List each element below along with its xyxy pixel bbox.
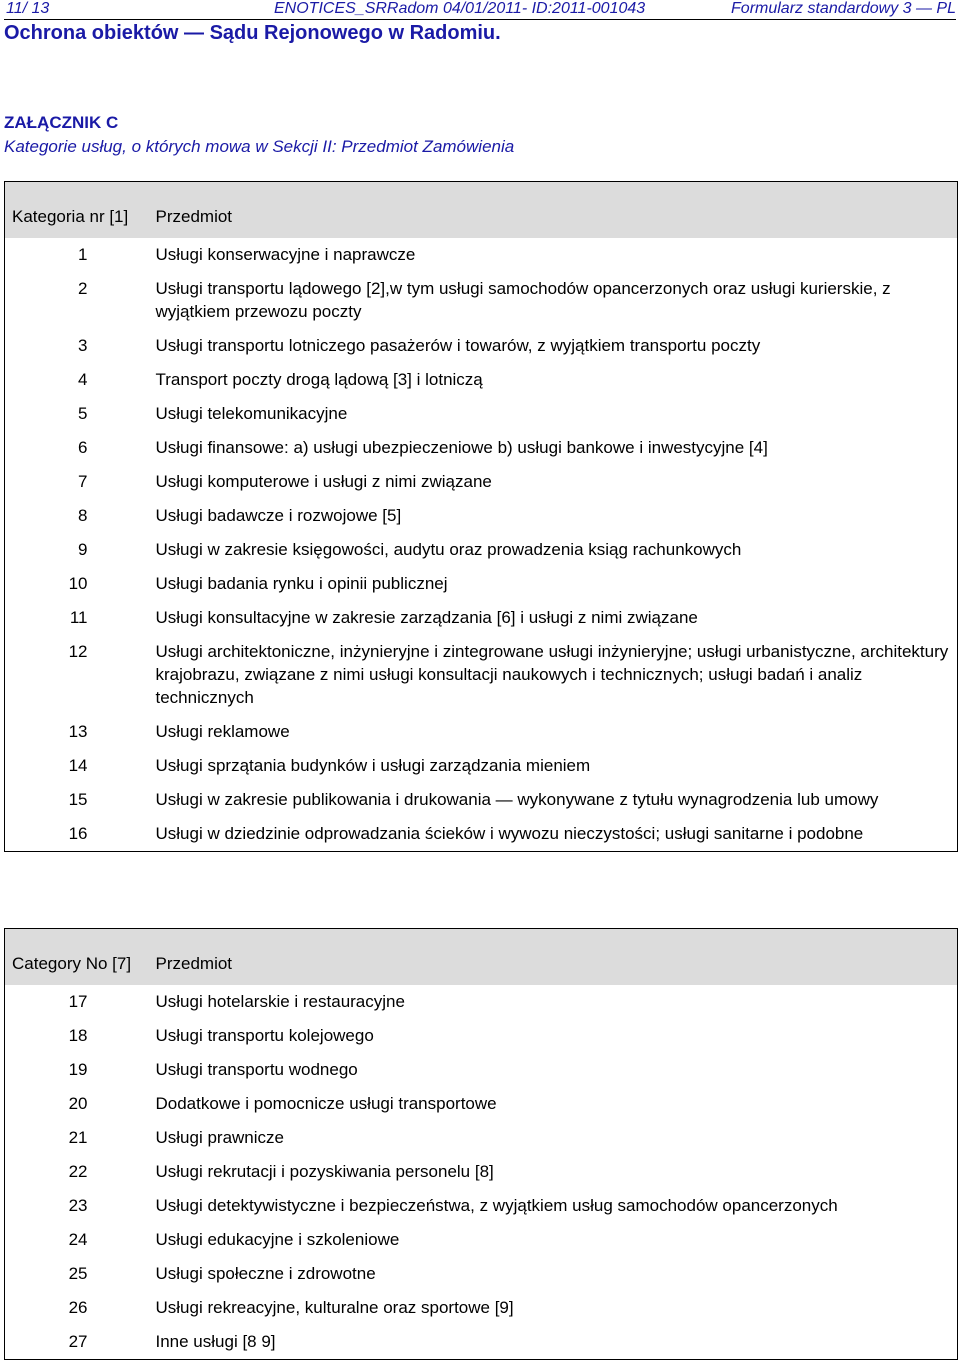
category-number: 16 xyxy=(68,824,88,843)
category-number: 2 xyxy=(78,279,88,298)
page-header xyxy=(4,0,956,20)
notice-id: ENOTICES_SRRadom 04/01/2011- ID:2011-001043 xyxy=(274,0,646,17)
category-number: 4 xyxy=(78,370,88,389)
category-description: Usługi w zakresie publikowania i drukowania — wykonywane z tytułu wynagrodzenia lub umowy xyxy=(155,790,879,809)
table-row xyxy=(5,1223,958,1257)
category-description: Usługi badawcze i rozwojowe [5] xyxy=(155,506,402,525)
category-description: Usługi sprzątania budynków i usługi zarządzania mieniem xyxy=(155,756,591,775)
table-row xyxy=(5,783,958,817)
category-number: 25 xyxy=(68,1264,88,1283)
category-description: Usługi badania rynku i opinii publicznej xyxy=(155,574,448,593)
table-row xyxy=(5,749,958,783)
category-number: 13 xyxy=(68,722,88,741)
category-description: Usługi transportu lądowego [2],w tym usługi samochodów opancerzonych oraz usługi kurierskie, z wyjątkiem przewozu poczty xyxy=(155,279,891,321)
category-description: Usługi rekrutacji i pozyskiwania personelu [8] xyxy=(155,1162,494,1181)
category-description: Usługi w dziedzinie odprowadzania ścieków i wywozu nieczystości; usługi sanitarne i podobne xyxy=(155,824,864,843)
table-row xyxy=(5,1087,958,1121)
category-description: Dodatkowe i pomocnicze usługi transportowe xyxy=(155,1094,497,1113)
table-row xyxy=(5,1189,958,1223)
table-row xyxy=(5,601,958,635)
service-categories-table xyxy=(4,181,958,852)
category-number: 15 xyxy=(68,790,88,809)
table-row xyxy=(5,1325,958,1360)
category-number: 19 xyxy=(68,1060,88,1079)
page-number: 11/ 13 xyxy=(6,0,50,17)
category-description: Usługi telekomunikacyjne xyxy=(155,404,348,423)
column-header-subject: Przedmiot xyxy=(154,929,958,986)
category-description: Usługi transportu kolejowego xyxy=(155,1026,374,1045)
category-description: Usługi w zakresie księgowości, audytu oraz prowadzenia ksiąg rachunkowych xyxy=(155,540,742,559)
table-row xyxy=(5,1291,958,1325)
other-service-categories-table xyxy=(4,928,958,1360)
table-row xyxy=(5,1053,958,1087)
category-number: 7 xyxy=(78,472,88,491)
table-row xyxy=(5,397,958,431)
category-number: 6 xyxy=(78,438,88,457)
table-row xyxy=(5,465,958,499)
table-row xyxy=(5,272,958,329)
category-number: 22 xyxy=(68,1162,88,1181)
category-number: 27 xyxy=(68,1332,88,1351)
table-row xyxy=(5,431,958,465)
category-number: 10 xyxy=(68,574,88,593)
annex-subheading: Kategorie usług, o których mowa w Sekcji II: Przedmiot Zamówienia xyxy=(4,137,515,156)
category-number: 14 xyxy=(68,756,88,775)
category-number: 24 xyxy=(68,1230,88,1249)
table-row xyxy=(5,1155,958,1189)
category-number: 17 xyxy=(68,992,88,1011)
table-row xyxy=(5,533,958,567)
category-description: Usługi detektywistyczne i bezpieczeństwa, z wyjątkiem usług samochodów opancerzonych xyxy=(155,1196,838,1215)
table-row xyxy=(5,635,958,715)
table-row xyxy=(5,1019,958,1053)
category-number: 5 xyxy=(78,404,88,423)
category-number: 18 xyxy=(68,1026,88,1045)
category-number: 11 xyxy=(69,608,88,627)
category-description: Inne usługi [8 9] xyxy=(155,1332,276,1351)
table-row xyxy=(5,329,958,363)
category-number: 1 xyxy=(78,245,88,264)
table-row xyxy=(5,817,958,852)
category-number: 3 xyxy=(78,336,88,355)
category-description: Usługi konserwacyjne i naprawcze xyxy=(155,245,416,264)
category-number: 23 xyxy=(68,1196,88,1215)
category-description: Usługi edukacyjne i szkoleniowe xyxy=(155,1230,400,1249)
table-row xyxy=(5,499,958,533)
table-row xyxy=(5,363,958,397)
column-header-subject: Przedmiot xyxy=(154,182,958,239)
table-row xyxy=(5,567,958,601)
column-header-category-number: Kategoria nr [1] xyxy=(5,182,154,239)
category-description: Usługi finansowe: a) usługi ubezpieczeniowe b) usługi bankowe i inwestycyjne [4] xyxy=(155,438,768,457)
category-description: Usługi hotelarskie i restauracyjne xyxy=(155,992,405,1011)
category-number: 20 xyxy=(68,1094,88,1113)
category-description: Usługi rekreacyjne, kulturalne oraz sportowe [9] xyxy=(155,1298,514,1317)
category-description: Usługi transportu wodnego xyxy=(155,1060,358,1079)
category-description: Usługi architektoniczne, inżynieryjne i zintegrowane usługi inżynieryjne; usługi urbanistyczne, architektury krajobrazu, związane z nimi usługi konsultacji naukowych i technicznych; usługi badań i analiz technicznych xyxy=(155,642,949,707)
category-description: Usługi prawnicze xyxy=(155,1128,284,1147)
category-description: Usługi transportu lotniczego pasażerów i towarów, z wyjątkiem transportu poczty xyxy=(155,336,761,355)
table-row xyxy=(5,238,958,272)
table-row xyxy=(5,715,958,749)
table-row xyxy=(5,1257,958,1291)
category-description: Usługi komputerowe i usługi z nimi związane xyxy=(155,472,492,491)
form-name: Formularz standardowy 3 — PL xyxy=(731,0,956,17)
category-description: Transport poczty drogą lądową [3] i lotniczą xyxy=(155,370,483,389)
category-number: 9 xyxy=(78,540,88,559)
column-header-category-number: Category No [7] xyxy=(5,929,154,986)
category-number: 12 xyxy=(68,642,88,661)
category-number: 21 xyxy=(68,1128,88,1147)
category-description: Usługi konsultacyjne w zakresie zarządzania [6] i usługi z nimi związane xyxy=(155,608,698,627)
category-number: 26 xyxy=(68,1298,88,1317)
category-description: Usługi reklamowe xyxy=(155,722,290,741)
document-title: Ochrona obiektów — Sądu Rejonowego w Radomiu. xyxy=(4,22,501,44)
category-description: Usługi społeczne i zdrowotne xyxy=(155,1264,376,1283)
table-row xyxy=(5,1121,958,1155)
table-row xyxy=(5,985,958,1019)
category-number: 8 xyxy=(78,506,88,525)
annex-heading: ZAŁĄCZNIK C xyxy=(4,113,119,132)
